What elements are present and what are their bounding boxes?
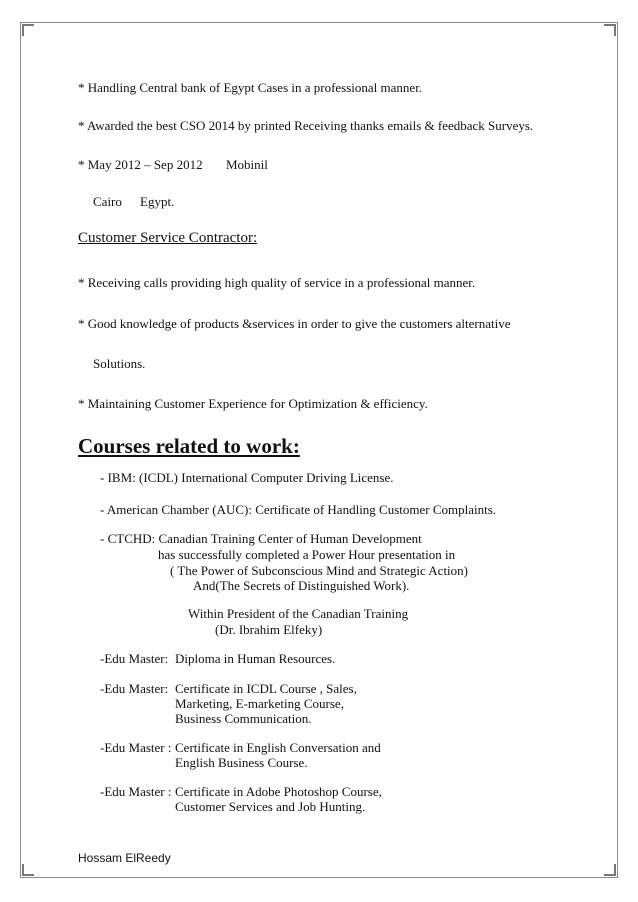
job-city: Cairo	[93, 194, 122, 209]
course-item-detail: Marketing, E-marketing Course,	[175, 696, 344, 711]
course-item-detail: English Business Course.	[175, 755, 308, 770]
job-country: Egypt.	[140, 194, 175, 209]
corner-ornament	[604, 24, 616, 36]
course-provider: -Edu Master :	[100, 784, 172, 799]
course-item-detail: ( The Power of Subconscious Mind and Strategic Action)	[170, 563, 468, 578]
corner-ornament	[604, 864, 616, 876]
footer-name: Hossam ElReedy	[78, 851, 171, 865]
course-item-detail: Business Communication.	[175, 711, 312, 726]
course-item-detail: Customer Services and Job Hunting.	[175, 799, 366, 814]
course-item-detail: And(The Secrets of Distinguished Work).	[193, 578, 410, 593]
course-item-detail: Within President of the Canadian Training	[188, 606, 409, 621]
role-bullet: * Receiving calls providing high quality of service in a professional manner.	[78, 275, 476, 290]
course-item-detail: has successfully completed a Power Hour presentation in	[158, 547, 456, 562]
course-item: - IBM: (ICDL) International Computer Driving License.	[100, 470, 394, 485]
course-item: Certificate in English Conversation and	[175, 740, 381, 755]
job-company: Mobinil	[226, 157, 268, 172]
course-item: Diploma in Human Resources.	[175, 651, 336, 666]
role-bullet: * Maintaining Customer Experience for Optimization & efficiency.	[78, 396, 428, 411]
corner-ornament	[22, 24, 34, 36]
course-item-detail: (Dr. Ibrahim Elfeky)	[215, 622, 323, 637]
role-title: Customer Service Contractor:	[78, 230, 258, 246]
course-provider: -Edu Master :	[100, 740, 172, 755]
course-provider: -Edu Master:	[100, 681, 169, 696]
role-bullet: * Good knowledge of products &services in order to give the customers alternative	[78, 316, 511, 331]
section-title: Courses related to work:	[78, 434, 300, 458]
course-item: Certificate in ICDL Course , Sales,	[175, 681, 357, 696]
course-item: - CTCHD: Canadian Training Center of Human Development	[100, 531, 422, 546]
experience-bullet: * Handling Central bank of Egypt Cases in a professional manner.	[78, 80, 423, 95]
course-item: Certificate in Adobe Photoshop Course,	[175, 784, 382, 799]
corner-ornament	[22, 864, 34, 876]
experience-bullet: * Awarded the best CSO 2014 by printed Receiving thanks emails & feedback Surveys.	[78, 118, 534, 133]
course-item: - American Chamber (AUC): Certificate of Handling Customer Complaints.	[100, 502, 497, 517]
course-provider: -Edu Master:	[100, 651, 169, 666]
job-dates: * May 2012 – Sep 2012	[78, 157, 203, 172]
role-bullet-continuation: Solutions.	[93, 356, 146, 371]
